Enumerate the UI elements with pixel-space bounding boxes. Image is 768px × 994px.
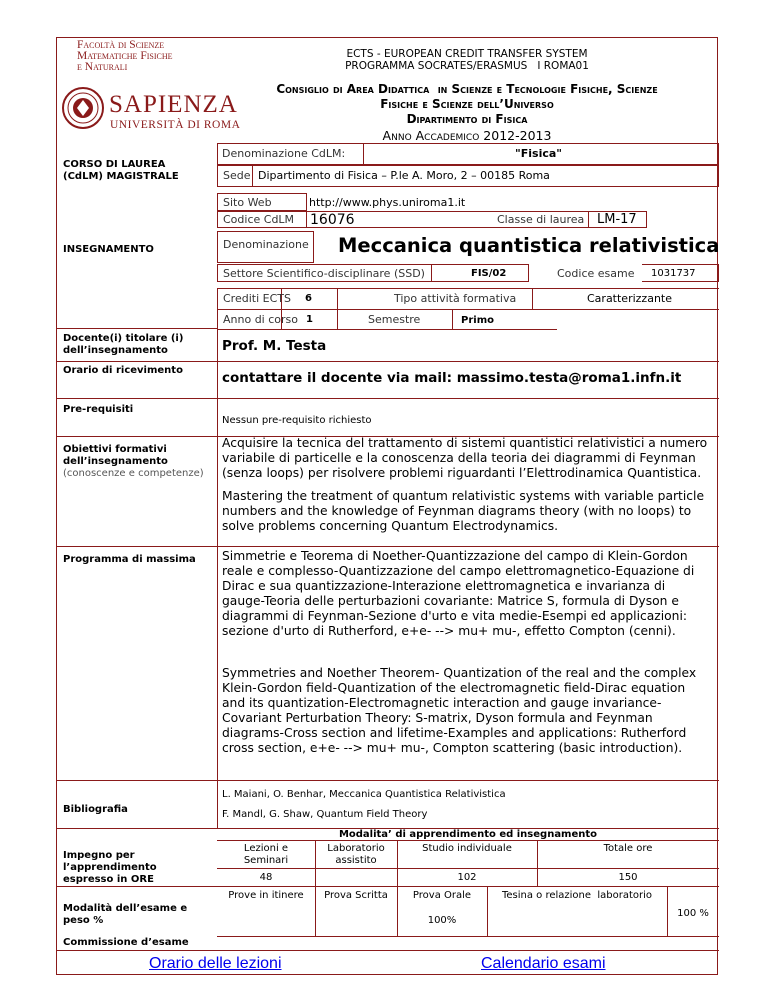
brand-name: SAPIENZA xyxy=(109,91,238,118)
ects-header xyxy=(217,48,717,72)
val-totale: 150 xyxy=(618,872,638,883)
programma-label: Programma di massima xyxy=(63,554,196,565)
tipo-attivita-label: Tipo attività formativa xyxy=(394,292,517,305)
document-page xyxy=(56,37,718,975)
council-line-2: Fisiche e Scienze dell’Universo xyxy=(380,97,554,111)
sito-value: http://www.phys.uniroma1.it xyxy=(309,196,466,209)
docente-value: Prof. M. Testa xyxy=(222,338,327,354)
bibliografia-ref-1: L. Maiani, O. Benhar, Meccanica Quantistica Relativistica xyxy=(222,789,506,800)
codice-esame-label: Codice esame xyxy=(557,267,635,280)
sapienza-seal-icon xyxy=(61,86,105,130)
docente-label xyxy=(63,333,183,357)
semestre-label: Semestre xyxy=(368,313,421,326)
modalita-header: Modalita’ di apprendimento ed insegnamento xyxy=(338,829,598,840)
commissione-label: Commissione d’esame xyxy=(63,937,189,948)
esame-label-line-2: peso % xyxy=(63,915,104,926)
classe-laurea-value: LM-17 xyxy=(597,212,637,227)
denominazione-label: Denominazione xyxy=(223,238,309,251)
val-prova-orale: 100% xyxy=(427,915,457,926)
codice-cdlm-label: Codice CdLM xyxy=(223,213,295,226)
obiettivi-label-line-3: (conoscenze e competenze) xyxy=(63,468,204,479)
classe-laurea-label: Classe di laurea xyxy=(497,213,585,226)
denominazione-cdlm-label: Denominazione CdLM: xyxy=(222,147,346,160)
crediti-value: 6 xyxy=(305,293,312,304)
col-tesina: Tesina o relazione laboratorio xyxy=(501,890,653,901)
course-title: Meccanica quantistica relativistica xyxy=(338,234,720,257)
col-studio: Studio individuale xyxy=(422,843,512,854)
impegno-label-line-1: Impegno per xyxy=(63,850,135,861)
anno-corso-label: Anno di corso xyxy=(223,313,298,326)
col-lezioni-line-1: Lezioni e xyxy=(243,843,289,854)
obiettivi-en: Mastering the treatment of quantum relativistic systems with variable particle numbers and the knowledge of Feynman diagrams theory (with no loops) to solve problems concerning Quantum Electrodynamics. xyxy=(222,489,705,533)
semestre-value: Primo xyxy=(461,315,494,326)
col-lezioni-line-2: Seminari xyxy=(243,855,289,866)
sede-value: Dipartimento di Fisica – P.le A. Moro, 2 – 00185 Roma xyxy=(258,169,550,182)
course-label-line-2: (CdLM) MAGISTRALE xyxy=(63,171,179,182)
faculty-line-3: e Naturali xyxy=(77,61,128,73)
ssd-label: Settore Scientifico-disciplinare (SSD) xyxy=(223,267,425,280)
esame-label xyxy=(63,903,187,927)
crediti-label: Crediti ECTS xyxy=(223,292,291,305)
col-laboratorio-line-2: assistito xyxy=(335,855,377,866)
col-prova-scritta: Prova Scritta xyxy=(324,890,388,901)
impegno-label-line-3: espresso in ORE xyxy=(63,874,154,885)
ricevimento-value: contattare il docente via mail: massimo.testa@roma1.infn.it xyxy=(222,370,682,386)
docente-label-line-1: Docente(i) titolare (i) xyxy=(63,333,184,344)
obiettivi-it: Acquisire la tecnica del trattamento di sistemi quantistici relativistici a numero variabile di particelle e la conoscenza della teoria dei diagrammi di Feynman (senza loops) per risolvere problemi riguardanti l’Elettrodinamica Quantistica. xyxy=(222,436,708,480)
obiettivi-label xyxy=(63,444,204,480)
anno-corso-value: 1 xyxy=(306,314,313,325)
denominazione-cdlm-value: "Fisica" xyxy=(515,147,563,160)
ects-line-2: PROGRAMMA SOCRATES/ERASMUS I ROMA01 xyxy=(345,60,589,72)
council-heading xyxy=(217,82,717,127)
programma-en: Symmetries and Noether Theorem- Quantization of the real and the complex Klein-Gordon field-Quantization of the electromagnetic field-Dirac equation and its quantization-Electromagnetic interaction and gauge invariance-Covariant Perturbation Theory: S-matrix, Dyson formula and Feynman diagrams-Cross section and lifetime-Examples and applications: Rutherford cross section, e+e- --> mu+ mu-, Compton scattering (basic introduction). xyxy=(222,666,697,755)
prerequisiti-value: Nessun pre-requisito richiesto xyxy=(222,415,372,426)
esame-total: 100 % xyxy=(677,908,709,919)
impegno-label-line-2: l’apprendimento xyxy=(63,862,157,873)
insegnamento-section-label: INSEGNAMENTO xyxy=(63,244,154,255)
bibliografia-label: Bibliografia xyxy=(63,804,128,815)
bibliografia-ref-2: F. Mandl, G. Shaw, Quantum Field Theory xyxy=(222,809,428,820)
academic-year-value: 2012-2013 xyxy=(483,128,552,143)
col-prova-orale: Prova Orale xyxy=(412,890,472,901)
ssd-value: FIS/02 xyxy=(471,268,507,279)
programma-it: Simmetrie e Teorema di Noether-Quantizzazione del campo di Klein-Gordon reale e complesso-Quantizzazione del campo elettromagnetico-Equazione di Dirac e sua quantizzazione-Interazione elettromagnetica e invarianza di gauge-Teoria delle perturbazioni covariante: Matrice S, formula di Dyson e diagrammi di Feynman-Sezione d'urto e vita medie-Esempi ed applicazioni: sezione d'urto di Rutherford, e+e- --> mu+ mu-, effetto Compton (cenni). xyxy=(222,549,695,638)
impegno-label xyxy=(63,850,157,886)
codice-esame-value: 1031737 xyxy=(651,268,696,279)
val-studio: 102 xyxy=(457,872,477,883)
academic-year-label: Anno Accademico xyxy=(382,128,480,143)
ricevimento-label: Orario di ricevimento xyxy=(63,365,183,376)
val-lezioni: 48 xyxy=(259,872,273,883)
calendario-esami-link[interactable]: Calendario esami xyxy=(481,955,606,972)
faculty-name xyxy=(77,40,227,73)
sito-label: Sito Web xyxy=(223,196,272,209)
brand-subtitle: UNIVERSITÀ DI ROMA xyxy=(110,119,241,131)
council-line-1: Consiglio di Area Didattica in Scienze e Tecnologie Fisiche, Scienze xyxy=(276,82,658,96)
orario-lezioni-link[interactable]: Orario delle lezioni xyxy=(149,955,282,972)
faculty-line-2: Matematiche Fisiche xyxy=(77,50,173,62)
course-label-line-1: CORSO DI LAUREA xyxy=(63,159,166,170)
academic-year xyxy=(217,128,717,143)
col-lezioni xyxy=(217,843,315,867)
codice-cdlm-value: 16076 xyxy=(310,212,355,228)
col-laboratorio xyxy=(315,843,397,867)
esame-label-line-1: Modalità dell’esame e xyxy=(63,903,188,914)
col-totale: Totale ore xyxy=(603,843,653,854)
docente-label-line-2: dell’insegnamento xyxy=(63,345,168,356)
obiettivi-label-line-2: dell’insegnamento xyxy=(63,456,168,467)
sede-label: Sede xyxy=(223,169,251,182)
faculty-line-1: Facoltà di Scienze xyxy=(77,39,165,51)
ects-line-1: ECTS - EUROPEAN CREDIT TRANSFER SYSTEM xyxy=(346,48,588,60)
prerequisiti-label: Pre-requisiti xyxy=(63,404,134,415)
col-laboratorio-line-1: Laboratorio xyxy=(327,843,385,854)
department: Dipartimento di Fisica xyxy=(406,112,528,126)
course-section-label xyxy=(63,159,179,183)
col-prove-itinere: Prove in itinere xyxy=(228,890,304,901)
obiettivi-label-line-1: Obiettivi formativi xyxy=(63,444,167,455)
tipo-attivita-value: Caratterizzante xyxy=(587,292,672,305)
